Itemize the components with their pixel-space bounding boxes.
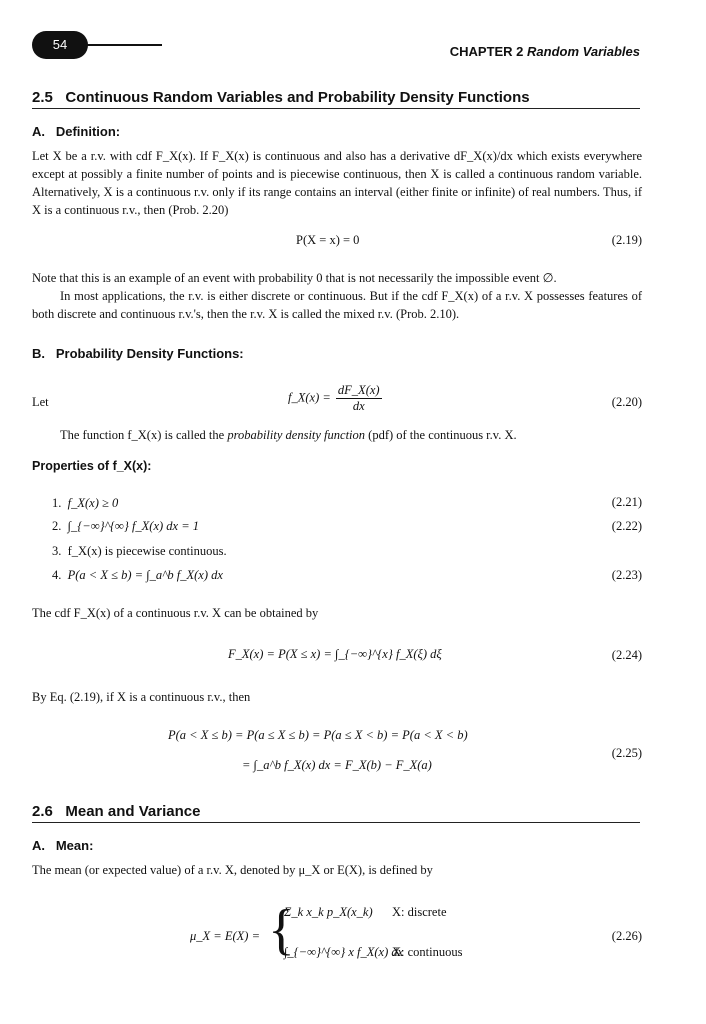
equation-number-2-23: (2.23)	[611, 568, 642, 582]
subheading-title: Mean:	[55, 838, 94, 853]
equation-2-20	[288, 383, 384, 414]
equation-2-26-case1: Σ_k x_k p_X(x_k)	[284, 905, 373, 919]
subheading-title: Definition:	[55, 124, 121, 139]
property-2	[52, 516, 199, 536]
fraction	[336, 383, 382, 414]
subheading-label: A.	[32, 124, 45, 139]
property-expr: ∫_{−∞}^{∞} f_X(x) dx = 1	[67, 519, 200, 533]
chapter-title: Random Variables	[527, 44, 640, 59]
equation-number-2-25: (2.25)	[611, 746, 642, 760]
subheading-definition	[32, 124, 120, 139]
subheading-title: Probability Density Functions:	[55, 346, 244, 361]
property-index: 4.	[52, 568, 62, 582]
section-heading-2-6	[32, 803, 200, 820]
property-4	[52, 565, 223, 585]
equation-number-2-26: (2.26)	[611, 929, 642, 943]
property-3	[52, 541, 227, 561]
cdf-sentence: The cdf F_X(x) of a continuous r.v. X can be obtained by	[32, 606, 319, 620]
header-rule	[80, 44, 162, 46]
equation-2-24: F_X(x) = P(X ≤ x) = ∫_{−∞}^{x} f_X(ξ) dξ	[228, 647, 442, 661]
page-number-badge: 54	[32, 31, 88, 59]
definition-paragraph: Let X be a r.v. with cdf F_X(x). If F_X(x) is continuous and also has a derivative dF_X(x)/dx which exists everywhere except at possibly a finite number of points and is piecewise continuous, then X is called a continuous random variable. Alternatively, X is a continuous r.v. only if its range contains an interval (either finite or infinite) of real numbers. Thus, if X is a continuous r.v., then (Prob. 2.20)	[32, 149, 642, 217]
mixed-rv-paragraph: In most applications, the r.v. is either discrete or continuous. But if the cdf F_X(x) of a r.v. X possesses features of both discrete and continuous r.v.'s, then the r.v. X is called the mixed r.v. (Prob. 2.10).	[32, 289, 642, 321]
chapter-label: CHAPTER 2	[449, 44, 524, 59]
equation-number-2-19: (2.19)	[611, 233, 642, 247]
pdf-sentence	[60, 428, 517, 443]
property-index: 3.	[52, 544, 62, 558]
section-title: Mean and Variance	[65, 803, 201, 820]
subheading-label: B.	[32, 346, 45, 361]
equation-number-2-22: (2.22)	[611, 519, 642, 533]
subheading-mean	[32, 838, 93, 853]
section-rule	[32, 108, 640, 109]
equation-number-2-24: (2.24)	[611, 648, 642, 662]
subheading-pdf	[32, 346, 244, 361]
equation-2-26-case2-cond: X: continuous	[392, 945, 463, 959]
equation-2-25-line2: = ∫_a^b f_X(x) dx = F_X(b) − F_X(a)	[242, 758, 432, 772]
equation-number-2-20: (2.20)	[611, 395, 642, 409]
section-number: 2.6	[32, 803, 53, 820]
property-expr: P(a < X ≤ b) = ∫_a^b f_X(x) dx	[67, 568, 223, 582]
property-index: 1.	[52, 496, 62, 510]
equation-number-2-21: (2.21)	[611, 495, 642, 509]
equation-2-26-lhs: μ_X = E(X) =	[190, 929, 261, 943]
fraction-numerator: dF_X(x)	[337, 383, 380, 397]
properties-heading: Properties of f_X(x):	[32, 459, 152, 473]
property-expr: f_X(x) ≥ 0	[67, 496, 119, 510]
mean-sentence: The mean (or expected value) of a r.v. X, denoted by μ_X or E(X), is defined by	[32, 863, 433, 877]
section-heading-2-5	[32, 89, 530, 106]
note-paragraph: Note that this is an example of an event with probability 0 that is not necessarily the impossible event ∅.	[32, 271, 557, 285]
property-index: 2.	[52, 519, 62, 533]
let-word: Let	[32, 395, 49, 409]
subheading-label: A.	[32, 838, 45, 853]
section-title: Continuous Random Variables and Probability Density Functions	[65, 89, 530, 106]
equation-2-26-case1-cond: X: discrete	[392, 905, 447, 919]
pdf-sentence-pre: The function f_X(x) is called the	[60, 428, 225, 442]
equation-2-19: P(X = x) = 0	[296, 233, 360, 247]
fraction-denominator: dx	[352, 399, 365, 413]
property-1	[52, 493, 118, 513]
equation-2-25-line1: P(a < X ≤ b) = P(a ≤ X ≤ b) = P(a ≤ X < b) = P(a < X < b)	[168, 728, 468, 742]
pdf-term: probability density function	[227, 428, 366, 442]
section-number: 2.5	[32, 89, 53, 106]
property-expr: f_X(x) is piecewise continuous.	[67, 544, 227, 558]
left-brace-icon: {	[268, 899, 295, 961]
pdf-sentence-post: (pdf) of the continuous r.v. X.	[368, 428, 517, 442]
equation-2-26-case2: ∫_{−∞}^{∞} x f_X(x) dx	[284, 945, 404, 959]
chapter-header	[450, 44, 640, 59]
section-rule	[32, 822, 640, 823]
by-eq-sentence: By Eq. (2.19), if X is a continuous r.v., then	[32, 690, 251, 704]
eq-lhs: f_X(x) =	[288, 390, 331, 405]
